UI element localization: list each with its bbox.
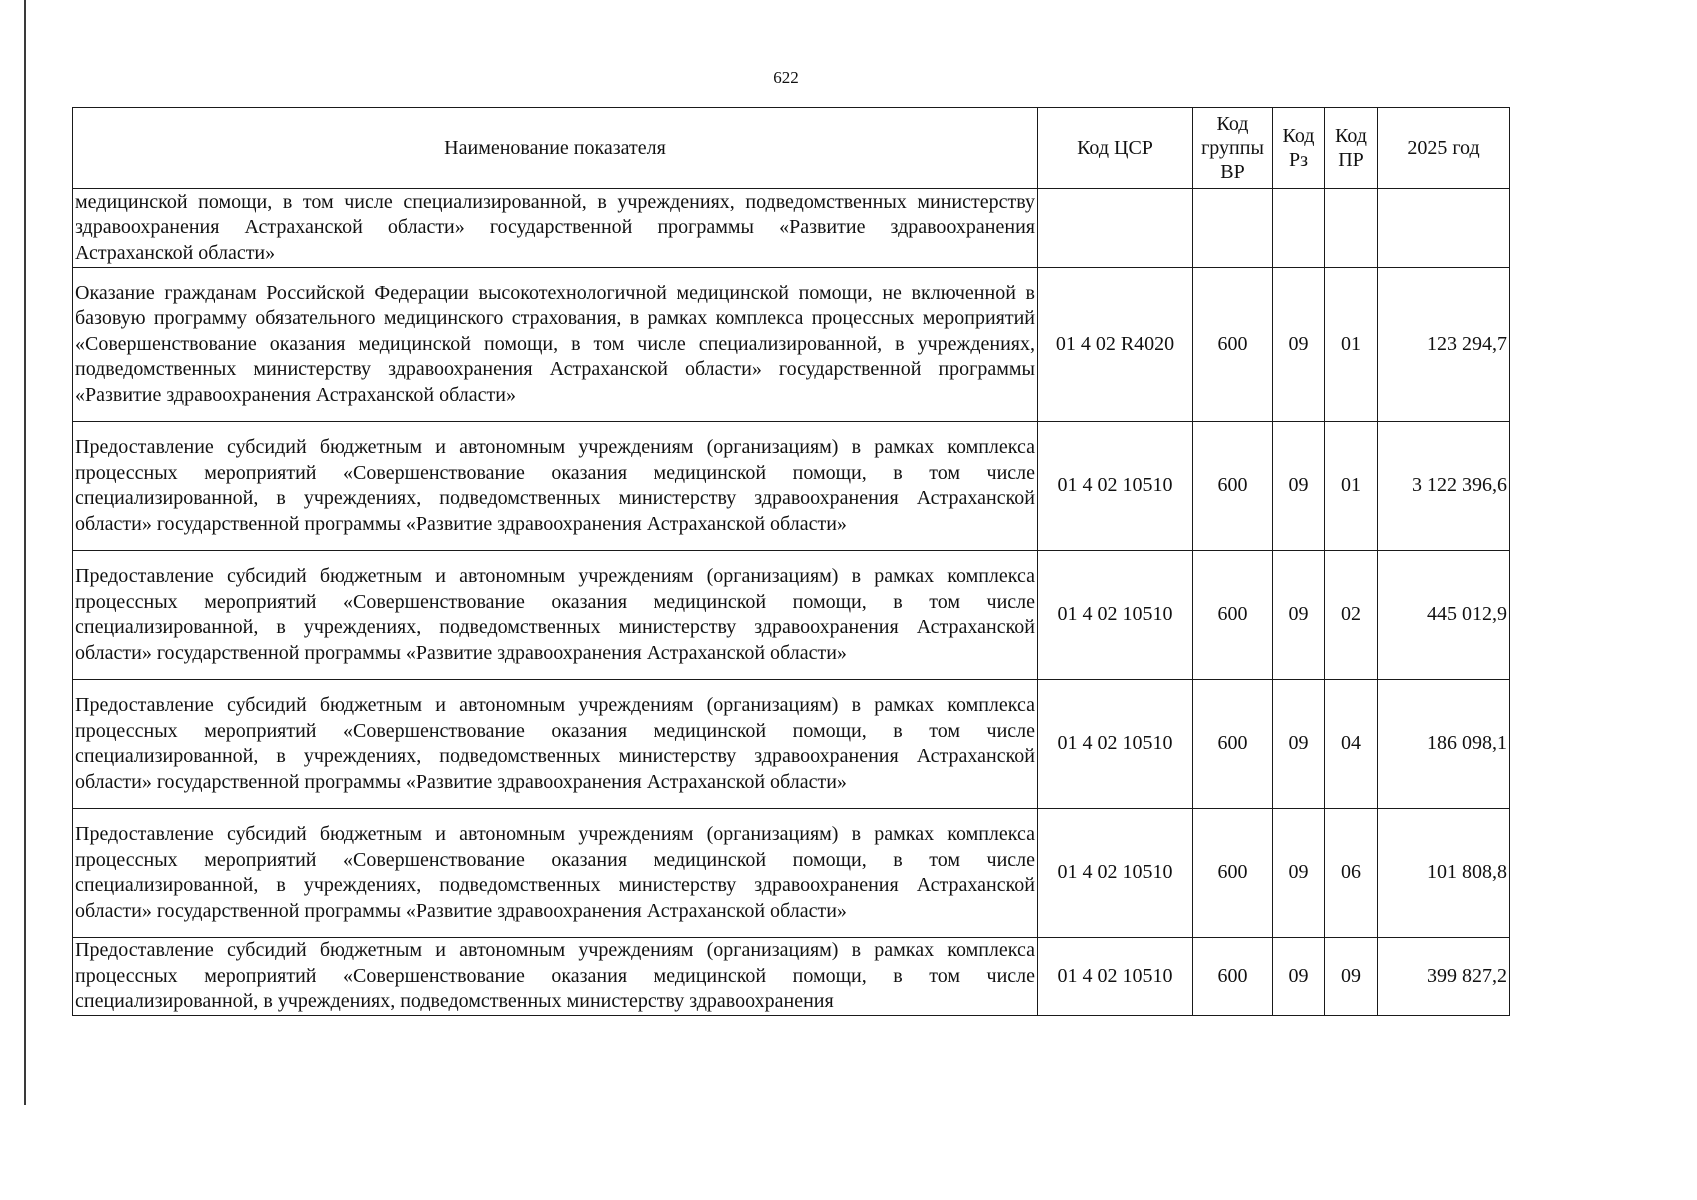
table-row	[73, 809, 1510, 938]
row-rz-code: 09	[1273, 551, 1325, 680]
row-pr-code	[1325, 189, 1378, 268]
row-csr-code: 01 4 02 R4020	[1038, 268, 1193, 422]
row-name: Предоставление субсидий бюджетным и автономным учреждениям (организациям) в рамках комплекса процессных мероприятий «Совершенствование оказания медицинской помощи, в том числе специализированной, в учреждениях, подведомственных министерству здравоохранения Астраханской области» государственной программы «Развитие здравоохранения Астраханской области»	[73, 809, 1038, 938]
header-vr-code: Код группы ВР	[1193, 108, 1273, 189]
header-name: Наименование показателя	[73, 108, 1038, 189]
row-amount	[1378, 189, 1510, 268]
row-vr-code: 600	[1193, 680, 1273, 809]
table-row	[73, 422, 1510, 551]
row-rz-code: 09	[1273, 938, 1325, 1016]
row-csr-code: 01 4 02 10510	[1038, 938, 1193, 1016]
row-rz-code: 09	[1273, 268, 1325, 422]
row-amount: 101 808,8	[1378, 809, 1510, 938]
row-pr-code: 02	[1325, 551, 1378, 680]
row-name: Оказание гражданам Российской Федерации высокотехнологичной медицинской помощи, не включенной в базовую программу обязательного медицинского страхования, в рамках комплекса процессных мероприятий «Совершенствование оказания медицинской помощи, в том числе специализированной, в учреждениях, подведомственных министерству здравоохранения Астраханской области» государственной программы «Развитие здравоохранения Астраханской области»	[73, 268, 1038, 422]
header-csr-code: Код ЦСР	[1038, 108, 1193, 189]
row-vr-code	[1193, 189, 1273, 268]
table-row	[73, 680, 1510, 809]
table-header-row	[73, 108, 1510, 189]
row-csr-code: 01 4 02 10510	[1038, 680, 1193, 809]
row-amount: 3 122 396,6	[1378, 422, 1510, 551]
row-pr-code: 01	[1325, 268, 1378, 422]
scan-edge-line	[24, 0, 26, 1105]
row-csr-code	[1038, 189, 1193, 268]
table-row	[73, 938, 1510, 1016]
header-pr-code: Код ПР	[1325, 108, 1378, 189]
row-name: Предоставление субсидий бюджетным и автономным учреждениям (организациям) в рамках комплекса процессных мероприятий «Совершенствование оказания медицинской помощи, в том числе специализированной, в учреждениях, подведомственных министерству здравоохранения	[73, 938, 1038, 1016]
row-name: медицинской помощи, в том числе специализированной, в учреждениях, подведомственных министерству здравоохранения Астраханской области» государственной программы «Развитие здравоохранения Астраханской области»	[73, 189, 1038, 268]
page-number: 622	[773, 68, 799, 87]
row-amount: 123 294,7	[1378, 268, 1510, 422]
row-vr-code: 600	[1193, 938, 1273, 1016]
table-row	[73, 189, 1510, 268]
row-vr-code: 600	[1193, 809, 1273, 938]
table-row	[73, 268, 1510, 422]
header-year: 2025 год	[1378, 108, 1510, 189]
row-name: Предоставление субсидий бюджетным и автономным учреждениям (организациям) в рамках комплекса процессных мероприятий «Совершенствование оказания медицинской помощи, в том числе специализированной, в учреждениях, подведомственных министерству здравоохранения Астраханской области» государственной программы «Развитие здравоохранения Астраханской области»	[73, 551, 1038, 680]
row-rz-code: 09	[1273, 422, 1325, 551]
row-rz-code: 09	[1273, 680, 1325, 809]
row-vr-code: 600	[1193, 422, 1273, 551]
row-rz-code	[1273, 189, 1325, 268]
header-rz-code: Код Рз	[1273, 108, 1325, 189]
table-row	[73, 551, 1510, 680]
budget-table	[72, 107, 1510, 1016]
row-pr-code: 06	[1325, 809, 1378, 938]
row-pr-code: 09	[1325, 938, 1378, 1016]
row-csr-code: 01 4 02 10510	[1038, 422, 1193, 551]
row-amount: 445 012,9	[1378, 551, 1510, 680]
row-pr-code: 01	[1325, 422, 1378, 551]
row-amount: 186 098,1	[1378, 680, 1510, 809]
row-amount: 399 827,2	[1378, 938, 1510, 1016]
row-vr-code: 600	[1193, 551, 1273, 680]
row-rz-code: 09	[1273, 809, 1325, 938]
row-name: Предоставление субсидий бюджетным и автономным учреждениям (организациям) в рамках комплекса процессных мероприятий «Совершенствование оказания медицинской помощи, в том числе специализированной, в учреждениях, подведомственных министерству здравоохранения Астраханской области» государственной программы «Развитие здравоохранения Астраханской области»	[73, 422, 1038, 551]
row-name: Предоставление субсидий бюджетным и автономным учреждениям (организациям) в рамках комплекса процессных мероприятий «Совершенствование оказания медицинской помощи, в том числе специализированной, в учреждениях, подведомственных министерству здравоохранения Астраханской области» государственной программы «Развитие здравоохранения Астраханской области»	[73, 680, 1038, 809]
row-csr-code: 01 4 02 10510	[1038, 551, 1193, 680]
row-vr-code: 600	[1193, 268, 1273, 422]
row-pr-code: 04	[1325, 680, 1378, 809]
row-csr-code: 01 4 02 10510	[1038, 809, 1193, 938]
